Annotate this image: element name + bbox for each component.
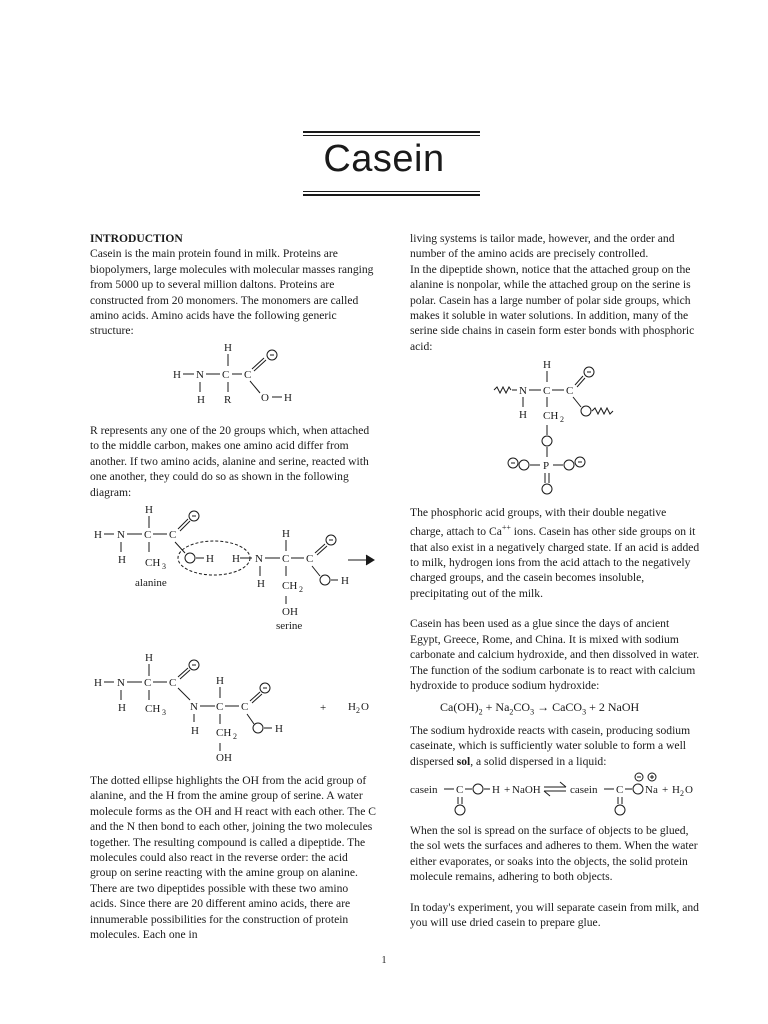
- svg-text:3: 3: [162, 708, 166, 717]
- dipeptide-product-diagram: [90, 648, 380, 766]
- section-heading: INTRODUCTION: [90, 232, 183, 245]
- svg-text:H: H: [348, 701, 356, 713]
- svg-text:C: C: [241, 701, 249, 713]
- svg-text:H: H: [492, 784, 500, 796]
- svg-text:3: 3: [162, 562, 166, 571]
- tailor-made-paragraph: living systems is tailor made, however, and the order and number of the amino acids are precisely controlled.: [410, 232, 675, 261]
- todays-experiment-paragraph: In today's experiment, you will separate casein from milk, and you will use dried casein to prepare glue.: [410, 900, 699, 930]
- phosphoserine-diagram: [480, 355, 640, 501]
- dipeptide-polar-paragraph: In the dipeptide shown, notice that the attached group on the alanine is nonpolar, while the attached group on the serine is polar. Casein has a large number of polar side groups, which makes it soluble in water solutions. In addition, many of the serine side chains in casein form ester bonds with phosphoric acid:: [410, 262, 695, 353]
- svg-text:N: N: [117, 529, 125, 541]
- svg-text:O: O: [685, 784, 693, 796]
- left-column: [90, 231, 374, 339]
- title-rule-bottom-thick: [303, 194, 480, 196]
- svg-text:H: H: [173, 369, 181, 381]
- title-rule-bottom-thin: [303, 191, 480, 192]
- svg-text:H: H: [282, 528, 290, 540]
- r-groups-paragraph: R represents any one of the 20 groups which, when attached to the middle carbon, makes one amino acid differ from another. If two amino acids, alanine and serine, reacted with one another, they could do so as shown in the following diagram:: [90, 424, 370, 499]
- alanine-serine-reaction-diagram: [90, 500, 380, 636]
- svg-text:H: H: [118, 702, 126, 714]
- sodium-hydroxide-equation: $Ca(OH)_2 + Na_2CO_3$ → CaCO$_3$ + 2 NaOH: [440, 700, 640, 717]
- intro-paragraph: Casein is the main protein found in milk. Proteins are biopolymers, large molecules with molecular masses ranging from 5000 up to several million daltons. Proteins are constructed from 20 monomers. The monomers are called amino acids. Amino acids have the following generic structure:: [90, 247, 374, 338]
- svg-text:H: H: [519, 409, 527, 421]
- svg-text:+: +: [504, 784, 511, 796]
- svg-text:H: H: [275, 723, 283, 735]
- svg-text:N: N: [117, 677, 125, 689]
- svg-text:2: 2: [680, 789, 684, 798]
- svg-text:N: N: [255, 553, 263, 565]
- left-column-r-text: [90, 423, 374, 500]
- glue-history-paragraph: Casein has been used as a glue since the days of ancient Egypt, Greece, Rome, and China. It is mixed with sodium carbonate and calcium hydroxide, and then dissolved in water. The function of the sodium carbonate is to react with calcium hydroxide to produce sodium hydroxide:: [410, 617, 700, 692]
- svg-text:C: C: [244, 369, 252, 381]
- dotted-ellipse-paragraph: The dotted ellipse highlights the OH from the acid group of alanine, and the H from the amine group of serine. A water molecule forms as the OH and H react with each other. The C and the N then bond to each other, joining the two molecules together. The resulting compound is called a dipeptide. The molecules could also react in the reverse order: the acid group on serine reacting with the amine group on alanine. There are two dipeptides possible with these two amino acids. Since there are 20 different amino acids, there are innumerable possibilities for the construction of protein molecules. Each one in: [90, 774, 376, 942]
- svg-text:R: R: [224, 394, 232, 406]
- svg-text:CH: CH: [216, 727, 232, 739]
- svg-text:OH: OH: [282, 606, 298, 618]
- svg-text:H: H: [145, 504, 153, 516]
- svg-text:C: C: [456, 784, 464, 796]
- sol-spread-paragraph: When the sol is spread on the surface of objects to be glued, the sol wets the surfaces and adheres to them. When the water either evaporates, or soaks into the objects, the solid protein molecule remains, adhering to both objects.: [410, 824, 698, 884]
- svg-text:N: N: [196, 369, 204, 381]
- svg-text:H: H: [118, 554, 126, 566]
- svg-text:+: +: [662, 784, 669, 796]
- svg-text:CH: CH: [145, 557, 161, 569]
- svg-text:O: O: [361, 701, 369, 713]
- svg-text:H: H: [94, 677, 102, 689]
- svg-text:H: H: [284, 392, 292, 404]
- svg-text:CH: CH: [145, 703, 161, 715]
- svg-text:H: H: [257, 578, 265, 590]
- svg-text:H: H: [232, 553, 240, 565]
- svg-text:C: C: [169, 677, 177, 689]
- svg-text:P: P: [543, 460, 550, 472]
- svg-text:2: 2: [356, 706, 360, 715]
- page-number: 1: [381, 955, 387, 966]
- phosphoric-acid-paragraph: The phosphoric acid groups, with their double negative charge, attach to Ca++ ions. Casein has other side groups on it that also exist in a negatively charged state. If an acid is added to milk, hydrogen ions from the acid attach to the negatively charged groups, and the casein becomes insoluble, precipitating out of the milk.: [410, 506, 700, 600]
- svg-text:N: N: [519, 385, 527, 397]
- title-rule-top-thick: [303, 131, 480, 133]
- svg-text:H: H: [206, 553, 214, 565]
- right-column-top: [410, 231, 700, 354]
- right-column-middle: [410, 505, 700, 693]
- svg-text:H: H: [216, 675, 224, 687]
- svg-text:C: C: [144, 677, 152, 689]
- svg-text:2: 2: [560, 415, 564, 424]
- svg-text:O: O: [261, 392, 269, 404]
- svg-text:H: H: [191, 725, 199, 737]
- svg-text:H: H: [94, 529, 102, 541]
- page-title: Casein: [323, 138, 445, 180]
- svg-text:+: +: [320, 702, 327, 714]
- sodium-caseinate-paragraph: The sodium hydroxide reacts with casein, producing sodium caseinate, which is sufficiently water soluble to form a well dispersed sol, a solid dispersed in a liquid:: [410, 724, 691, 768]
- svg-text:H: H: [672, 784, 680, 796]
- svg-text:casein: casein: [410, 784, 438, 796]
- svg-text:C: C: [306, 553, 314, 565]
- svg-text:H: H: [197, 394, 205, 406]
- svg-text:2: 2: [299, 585, 303, 594]
- svg-text:H: H: [145, 652, 153, 664]
- svg-text:casein: casein: [570, 784, 598, 796]
- right-column-bottom: [410, 823, 700, 930]
- svg-text:alanine: alanine: [135, 577, 167, 589]
- svg-text:CH: CH: [543, 410, 559, 422]
- amino-acid-generic-structure: [170, 338, 310, 416]
- svg-text:N: N: [190, 701, 198, 713]
- casein-naoh-reaction-diagram: [408, 770, 704, 818]
- svg-text:NaOH: NaOH: [512, 784, 541, 796]
- svg-text:H: H: [341, 575, 349, 587]
- svg-text:serine: serine: [276, 620, 303, 632]
- svg-text:C: C: [222, 369, 230, 381]
- svg-text:C: C: [616, 784, 624, 796]
- svg-text:Na: Na: [645, 784, 658, 796]
- svg-text:OH: OH: [216, 752, 232, 764]
- title-rule-top-thin: [303, 135, 480, 136]
- svg-text:H: H: [224, 342, 232, 354]
- svg-text:2: 2: [233, 732, 237, 741]
- svg-text:C: C: [216, 701, 224, 713]
- svg-text:CH: CH: [282, 580, 298, 592]
- right-column-caseinate: [410, 723, 700, 769]
- svg-text:C: C: [169, 529, 177, 541]
- svg-text:C: C: [282, 553, 290, 565]
- svg-text:C: C: [144, 529, 152, 541]
- svg-text:H: H: [543, 359, 551, 371]
- left-column-bottom: [90, 773, 376, 942]
- svg-text:C: C: [543, 385, 551, 397]
- svg-text:C: C: [566, 385, 574, 397]
